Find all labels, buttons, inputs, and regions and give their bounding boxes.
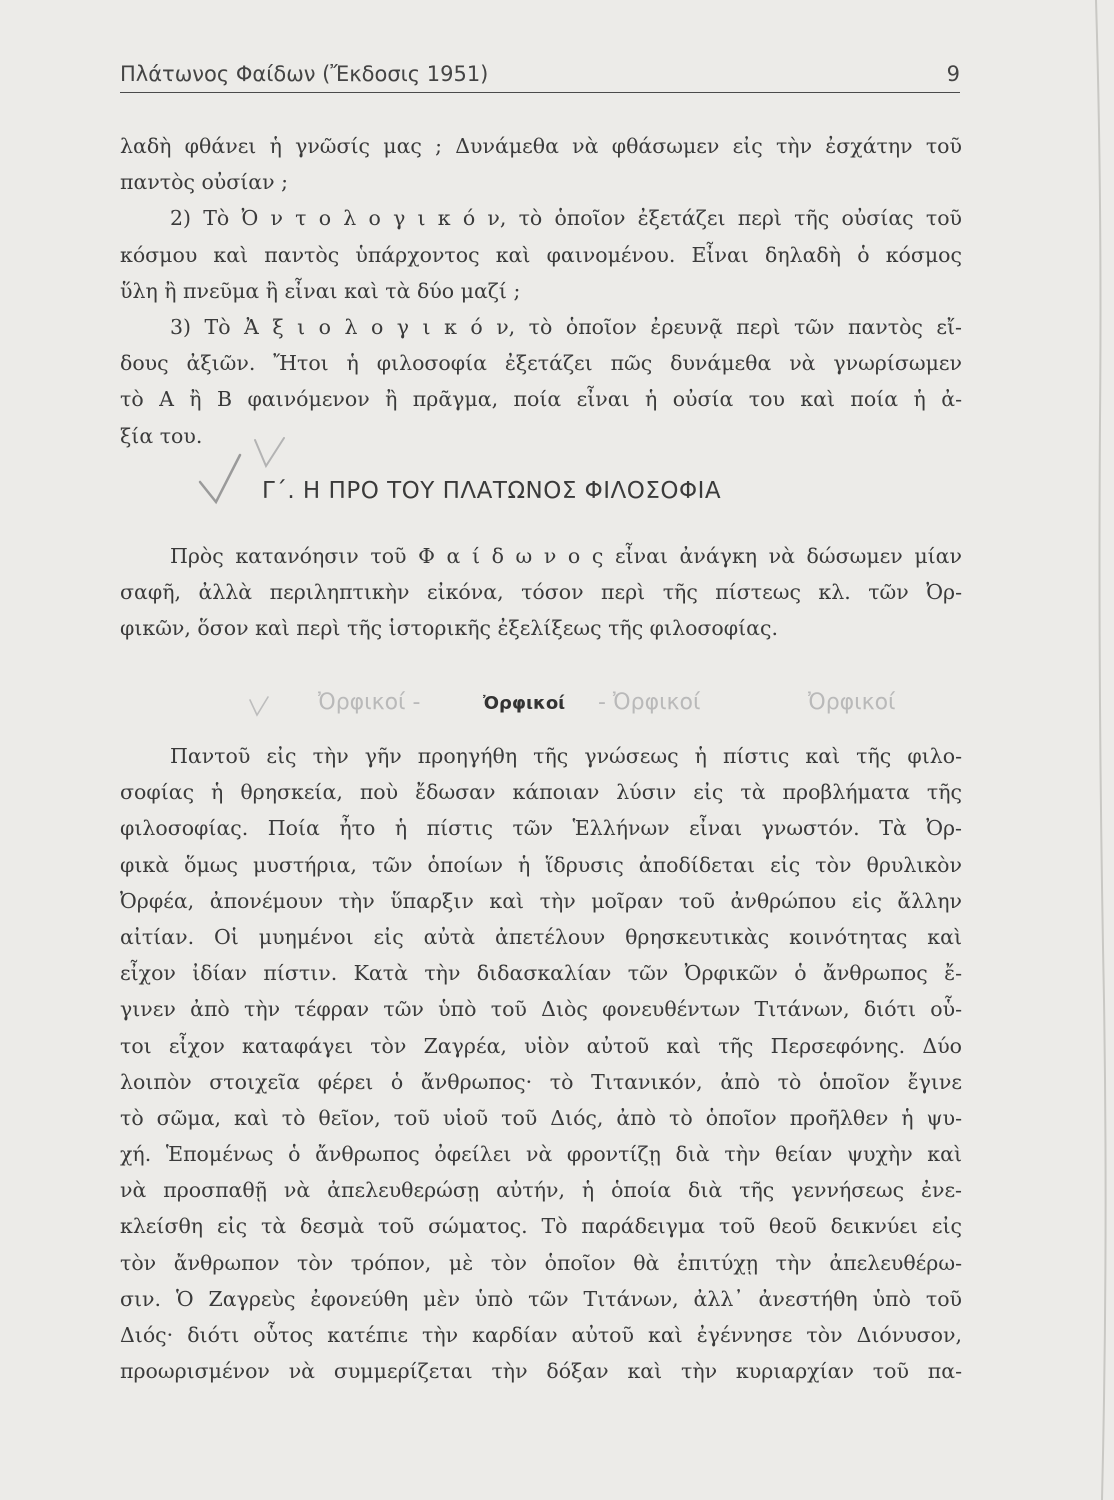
text-line: ξία του. <box>120 423 203 448</box>
text-line: φικὰ ὅμως μυστήρια, τῶν ὁποίων ἡ ἵδρυσις ἀποδίδεται εἰς τὸν θρυλικὸν <box>120 852 962 877</box>
text-line: λοιπὸν στοιχεῖα φέρει ὁ ἄνθρωπος· τὸ Τιτανικόν, ἀπὸ τὸ ὁποῖον ἔγινε <box>120 1069 962 1094</box>
text-line: τοι εἶχον καταφάγει τὸν Ζαγρέα, υἱὸν αὐτοῦ καὶ τῆς Περσεφόνης. Δύο <box>120 1033 962 1058</box>
text-line: γινεν ἀπὸ τὴν τέφραν τῶν ὑπὸ τοῦ Διὸς φονευθέντων Τιτάνων, διότι οὗ- <box>120 997 962 1022</box>
text-line: προωρισμένον νὰ συμμερίζεται τὴν δόξαν καὶ τὴν κυριαρχίαν τοῦ πα- <box>120 1359 962 1384</box>
page-edge-shadow <box>1074 0 1114 1500</box>
text-line: κλείσθη εἰς τὰ δεσμὰ τοῦ σώματος. Τὸ παράδειγμα τοῦ θεοῦ δεικνύει εἰς <box>120 1214 962 1239</box>
text-line: τὸ σῶμα, καὶ τὸ θεῖον, τοῦ υἱοῦ τοῦ Διός, ἀπὸ τὸ ὁποῖον προῆλθεν ἡ ψυ- <box>120 1105 962 1130</box>
text-line: σοφίας ἡ θρησκεία, ποὺ ἔδωσαν κάποιαν λύσιν εἰς τὰ προβλήματα τῆς <box>120 780 962 805</box>
text-line: τὸν ἄνθρωπον τὸν τρόπον, μὲ τὸν ὁποῖον θὰ ἐπιτύχῃ τὴν ἀπελευθέρω- <box>120 1250 962 1275</box>
header-title: Πλάτωνος Φαίδων (Ἔκδοσις 1951) <box>120 62 489 86</box>
text-line: παντὸς οὐσίαν ; <box>120 170 289 195</box>
text-line: φιλοσοφίας. Ποία ἦτο ἡ πίστις τῶν Ἑλλήνων εἶναι γνωστόν. Τὰ Ὀρ- <box>120 816 962 841</box>
section-title: Γ΄. Η ΠΡΟ ΤΟΥ ΠΛΑΤΩΝΟΣ ΦΙΛΟΣΟΦΙΑ <box>262 478 722 504</box>
text-line: Πρὸς κατανόησιν τοῦ Φ α ί δ ω ν ο ς εἶναι ἀνάγκη νὰ δώσωμεν μίαν <box>170 544 962 568</box>
text-line: τὸ Α ἢ Β φαινόμενον ἢ πρᾶγμα, ποία εἶναι ἡ οὐσία του καὶ ποία ἡ ἀ- <box>120 387 962 412</box>
text-line: σαφῆ, ἀλλὰ περιληπτικὴν εἰκόνα, τόσον περὶ τῆς πίστεως κλ. τῶν Ὀρ- <box>120 580 962 605</box>
text-line: 2) Τὸ Ὀ ν τ ο λ ο γ ι κ ό ν, τὸ ὁποῖον ἐξετάζει περὶ τῆς οὐσίας τοῦ <box>170 206 962 231</box>
checkmark-icon <box>250 697 268 715</box>
text-line: χή. Ἑπομένως ὁ ἄνθρωπος ὀφείλει νὰ φροντίζῃ διὰ τὴν θείαν ψυχὴν καὶ <box>120 1142 962 1167</box>
text-line: αἰτίαν. Οἱ μυημένοι εἰς αὐτὰ ἀπετέλουν θρησκευτικὰς κοινότητας καὶ <box>120 924 962 949</box>
handwritten-note-right: - Ὀρφικοί <box>598 690 701 715</box>
handwritten-note-left: Ὀρφικοί - <box>318 690 421 715</box>
text-line: δους ἀξιῶν. Ἤτοι ἡ φιλοσοφία ἐξετάζει πῶς δυνάμεθα νὰ γνωρίσωμεν <box>120 351 962 376</box>
text-line: λαδὴ φθάνει ἡ γνῶσίς μας ; Δυνάμεθα νὰ φθάσωμεν εἰς τὴν ἐσχάτην τοῦ <box>120 134 962 158</box>
text-line: Διός· διότι οὗτος κατέπιε τὴν καρδίαν αὐτοῦ καὶ ἐγέννησε τὸν Διόνυσον, <box>120 1323 962 1347</box>
checkmark-icon <box>255 438 284 466</box>
text-line: φικῶν, ὅσον καὶ περὶ τῆς ἱστορικῆς ἐξελίξεως τῆς φιλοσοφίας. <box>120 616 778 641</box>
handwritten-note-far-right: Ὀρφικοί <box>808 690 896 715</box>
text-line: εἶχον ἰδίαν πίστιν. Κατὰ τὴν διδασκαλίαν τῶν Ὀρφικῶν ὁ ἄνθρωπος ἔ- <box>120 961 962 986</box>
text-line: κόσμου καὶ παντὸς ὑπάρχοντος καὶ φαινομένου. Εἶναι δηλαδὴ ὁ κόσμος <box>120 242 962 267</box>
text-line: 3) Τὸ Ἀ ξ ι ο λ ο γ ι κ ό ν, τὸ ὁποῖον ἐρευνᾷ περὶ τῶν παντὸς εἴ- <box>170 314 962 339</box>
text-line: σιν. Ὁ Ζαγρεὺς ἐφονεύθη μὲν ὑπὸ τῶν Τιτάνων, ἀλλ᾽ ἀνεστήθη ὑπὸ τοῦ <box>120 1286 962 1311</box>
text-line: ὕλη ἢ πνεῦμα ἢ εἶναι καὶ τὰ δύο μαζί ; <box>120 278 521 303</box>
text-line: νὰ προσπαθῇ νὰ ἀπελευθερώσῃ αὐτήν, ἡ ὁποία διὰ τῆς γεννήσεως ἐνε- <box>120 1178 962 1203</box>
text-line: Ὀρφέα, ἀπονέμουν τὴν ὕπαρξιν καὶ τὴν μοῖραν τοῦ ἀνθρώπου εἰς ἄλλην <box>120 888 962 913</box>
page-number: 9 <box>946 62 960 86</box>
text-line: Παντοῦ εἰς τὴν γῆν προηγήθη τῆς γνώσεως ἡ πίστις καὶ τῆς φιλο- <box>170 744 962 768</box>
subsection-title: Ὀρφικοί <box>483 693 566 714</box>
checkmark-icon <box>200 455 240 502</box>
